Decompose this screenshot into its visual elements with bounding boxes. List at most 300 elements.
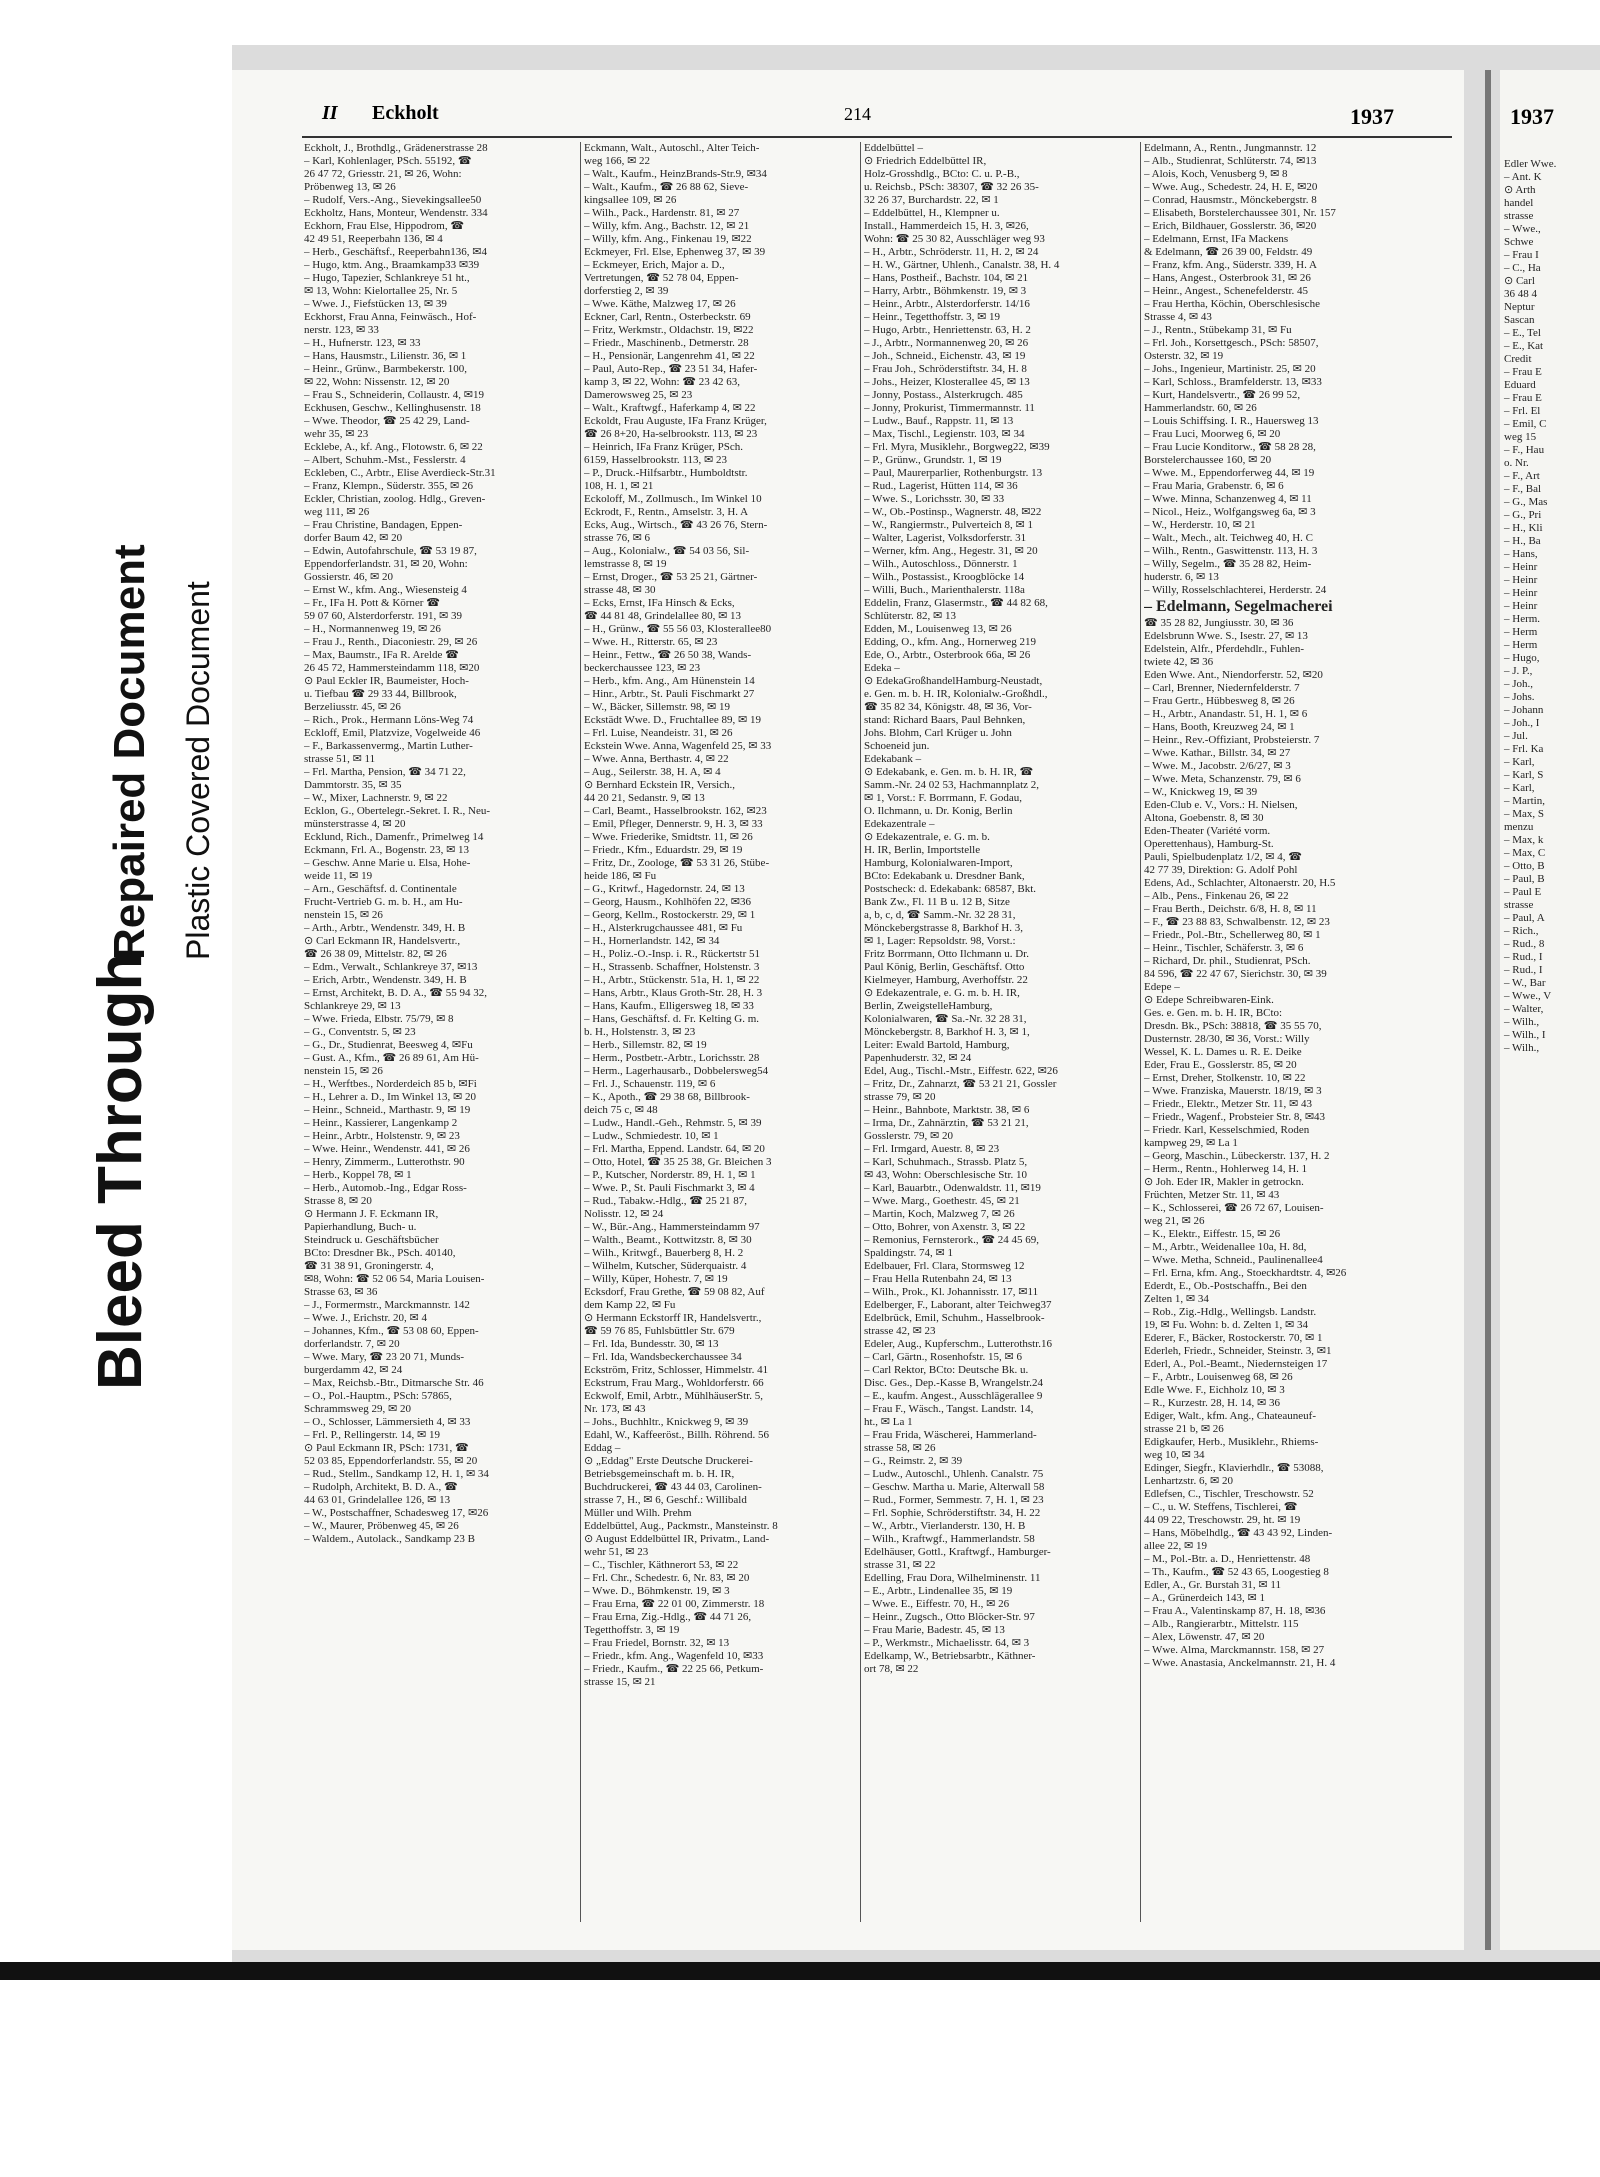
listing-line: – Frau F., Wäsch., Tangst. Landstr. 14, [864,1403,1034,1415]
adjacent-line: – F., Art [1504,470,1540,482]
column-1 [304,142,574,1922]
adjacent-line: – Max, S [1504,808,1545,820]
listing-line: – Carl, Brenner, Niedernfelderstr. 7 [1144,682,1300,694]
adjacent-line: – E., Kat [1504,340,1544,352]
adjacent-line: ⊙ Carl [1504,275,1535,287]
listing-line: – Willy, kfm. Ang., Bachstr. 12, ✉ 21 [584,220,750,232]
listing-line: – P., Grünw., Grundstr. 1, ✉ 19 [864,454,1002,466]
listing-line: Eden Wwe. Ant., Niendorferstr. 52, ✉20 [1144,669,1323,681]
listing-line: Borstelerchaussee 160, ✉ 20 [1144,454,1272,466]
listing-line: – Wwe. J., Erichstr. 20, ✉ 4 [304,1312,427,1324]
listing-line: – Frau Gertr., Hübbesweg 8, ✉ 26 [1144,695,1295,707]
listing-line: Edelling, Frau Dora, Wilhelminenstr. 11 [864,1572,1041,1584]
listing-line: ☎ 26 38 09, Mittelstr. 82, ✉ 26 [304,948,447,960]
listing-line: – Elisabeth, Borstelerchaussee 301, Nr. 157 [1144,207,1336,219]
adjacent-line: – Hugo, [1504,652,1540,664]
listing-line: – Max, Baumstr., IFa R. Arelde ☎ [304,649,459,661]
listing-line: – Frl. Martha, Pension, ☎ 34 71 22, [304,766,466,778]
listing-line: – Remonius, Fernsterork., ☎ 24 45 69, [864,1234,1040,1246]
listing-line: Eckloff, Emil, Platzvize, Vogelweide 46 [304,727,481,739]
listing-line: – F., ☎ 23 88 83, Schwalbenstr. 12, ✉ 23 [1144,916,1330,928]
listing-line: Dusternstr. 28/30, ✉ 36, Vorst.: Willy [1144,1033,1310,1045]
listing-line: strasse 21 b, ✉ 26 [1144,1423,1224,1435]
listing-line: ⊙ Hermann J. F. Eckmann IR, [304,1208,439,1220]
listing-line: ✉ 1, Vorst.: F. Borrmann, F. Godau, [864,792,1023,804]
adjacent-line: – Heinr [1504,561,1538,573]
listing-line: Strasse 8, ✉ 20 [304,1195,372,1207]
listing-line: allee 22, ✉ 19 [1144,1540,1207,1552]
listing-line: Edeka – [864,662,900,674]
adjacent-line: handel [1504,197,1534,209]
listing-line: Spaldingstr. 74, ✉ 1 [864,1247,953,1259]
listing-line: – H., Hornerlandstr. 142, ✉ 34 [584,935,720,947]
listing-line: ⊙ Hermann Eckstorff IR, Handelsvertr., [584,1312,762,1324]
listing-line: – Alb., Studienrat, Schlüterstr. 74, ✉13 [1144,155,1317,167]
listing-line: Eckstädt Wwe. D., Fruchtallee 89, ✉ 19 [584,714,762,726]
listing-line: ✉ 22, Wohn: Nissenstr. 12, ✉ 20 [304,376,450,388]
listing-line: Kolonialwaren, ☎ Sa.-Nr. 32 28 31, [864,1013,1027,1025]
listing-line: – Friedr., Kaufm., ☎ 22 25 66, Petkum- [584,1663,764,1675]
listing-line: stand: Richard Baars, Paul Behnken, [864,714,1026,726]
listing-line: – Rud., Stellm., Sandkamp 12, H. 1, ✉ 34 [304,1468,489,1480]
listing-line: ⊙ Edekazentrale, e. G. m. b. [864,831,990,843]
listing-line: – Rudolf, Vers.-Ang., Sievekingsallee50 [304,194,482,206]
listing-line: ☎ 31 38 91, Groningerstr. 4, [304,1260,434,1272]
listing-line: – G., Kritwf., Hagedornstr. 24, ✉ 13 [584,883,745,895]
listing-line: Ederleh, Friedr., Schneider, Steinstr. 3, ✉1 [1144,1345,1332,1357]
adjacent-line: – Herm. [1504,613,1541,625]
listing-line: Betriebsgemeinschaft m. b. H. IR, [584,1468,735,1480]
listing-line: Bank Zw., Fl. 11 B u. 12 B, Sitze [864,896,1010,908]
listing-line: BCto: Edekabank u. Dresdner Bank, [864,870,1025,882]
adjacent-line: Edler Wwe. [1504,158,1557,170]
listing-line: Ecks, Aug., Wirtsch., ☎ 43 26 76, Stern- [584,519,768,531]
listing-line: Edeler, Aug., Kupferschm., Lutterothstr.16 [864,1338,1053,1350]
listing-line: – Frau Erna, ☎ 22 01 00, Zimmerstr. 18 [584,1598,765,1610]
adjacent-line: – Ant. K [1504,171,1542,183]
listing-line: b. H., Holstenstr. 3, ✉ 23 [584,1026,696,1038]
section-number: II [322,102,338,124]
listing-line: – P., Kutscher, Norderstr. 89, H. 1, ✉ 1 [584,1169,756,1181]
listing-line: strasse 76, ✉ 6 [584,532,651,544]
listing-line: – Frau Marie, Badestr. 45, ✉ 13 [864,1624,1005,1636]
listing-line: Edekabank – [864,753,922,765]
listing-line: u. Reichsb., PSch: 38307, ☎ 32 26 35- [864,181,1039,193]
listing-line: Gosslerstr. 79, ✉ 20 [864,1130,953,1142]
listing-line: – W., Arbtr., Vierlanderstr. 130, H. B [864,1520,1026,1532]
listing-line: 26 45 72, Hammersteindamm 118, ✉20 [304,662,480,674]
adjacent-line: – Rud., 8 [1504,938,1545,950]
listing-line: Mönckebergstrasse 8, Barkhof H. 3, [864,922,1023,934]
listing-line: weg 10, ✉ 34 [1144,1449,1205,1461]
listing-line: Eckwolf, Emil, Arbtr., MühlhäuserStr. 5, [584,1390,764,1402]
listing-line: – Rud., Former, Semmestr. 7, H. 1, ✉ 23 [864,1494,1044,1506]
listing-line: 44 09 22, Treschowstr. 29, ht. ✉ 19 [1144,1514,1301,1526]
listing-line: Schlüterstr. 82, ✉ 13 [864,610,957,622]
listing-line: – Walt., Kraftwgf., Haferkamp 4, ✉ 22 [584,402,756,414]
listing-line: – Frau Frida, Wäscherei, Hammerland- [864,1429,1037,1441]
listing-line: dem Kamp 22, ✉ Fu [584,1299,676,1311]
adjacent-line: – Wilh., [1504,1016,1540,1028]
listing-line: – Hans, Kaufm., Elligersweg 18, ✉ 33 [584,1000,754,1012]
listing-line: 84 596, ☎ 22 47 67, Sierichstr. 30, ✉ 39 [1144,968,1327,980]
adjacent-line: menzu [1504,821,1534,833]
listing-line: Eckholt, J., Brothdlg., Grädenerstrasse 28 [304,142,488,154]
listing-line: – Frau Hertha, Köchin, Oberschlesische [1144,298,1320,310]
listing-line: – Wwe. Metha, Schneid., Paulinenallee4 [1144,1254,1323,1266]
listing-line: – Wwe. Alma, Marckmannstr. 158, ✉ 27 [1144,1644,1325,1656]
listing-line: – Wwe. J., Fiefstücken 13, ✉ 39 [304,298,447,310]
listing-line: – Paul, Maurerparlier, Rothenburgstr. 13 [864,467,1043,479]
listing-line: – Alois, Koch, Venusberg 9, ✉ 8 [1144,168,1288,180]
listing-line: Pröbenweg 13, ✉ 26 [304,181,396,193]
adjacent-line: – H., Kli [1504,522,1543,534]
adjacent-line: – Wwe., V [1504,990,1552,1002]
listing-line: – Wilh., Prok., Kl. Johannisstr. 17, ✉11 [864,1286,1039,1298]
listing-line: – Wilh., Autoschloss., Dönnerstr. 1 [864,558,1018,570]
listing-line: – Willy, Rosselschlachterei, Herderstr. 24 [1144,584,1327,596]
listing-line: – Ecks, Ernst, IFa Hinsch & Ecks, [584,597,735,609]
adjacent-line: – Herm [1504,639,1538,651]
column-divider [860,142,861,1922]
listing-line: Wessel, K. L. Dames u. R. E. Deike [1144,1046,1302,1058]
listing-line: strasse 7, H., ✉ 6, Geschf.: Willibald [584,1494,747,1506]
adjacent-line: Eduard [1504,379,1536,391]
listing-line: Edelstein, Alfr., Pferdehdlr., Fuhlen- [1144,643,1305,655]
listing-line: Eden-Theater (Variété vorm. [1144,825,1271,837]
listing-line: – Willy, Küper, Hohestr. 7, ✉ 19 [584,1273,728,1285]
listing-line: – Harry, Arbtr., Böhmkenstr. 19, ✉ 3 [864,285,1027,297]
listing-line: deich 75 c, ✉ 48 [584,1104,658,1116]
listing-line: – H., Poliz.-O.-Insp. i. R., Rückertstr 51 [584,948,760,960]
listing-line: Osterstr. 32, ✉ 19 [1144,350,1224,362]
listing-line: Früchten, Metzer Str. 11, ✉ 43 [1144,1189,1280,1201]
listing-line: Eppendorferlandstr. 31, ✉ 20, Wohn: [304,558,468,570]
listing-line: 44 63 01, Grindelallee 126, ✉ 13 [304,1494,451,1506]
listing-line: – Frau S., Schneiderin, Collaustr. 4, ✉19 [304,389,485,401]
listing-line: – Wwe. Anna, Berthastr. 4, ✉ 22 [584,753,729,765]
listing-line: – Walt., Mech., alt. Teichweg 40, H. C [1144,532,1314,544]
listing-line: Edigkaufer, Herb., Musiklehr., Rhiems- [1144,1436,1319,1448]
listing-line: – Arn., Geschäftsf. d. Continentale [304,883,457,895]
listing-line: – Arth., Arbtr., Wendenstr. 349, H. B [304,922,466,934]
listing-line: Mönckebergstr. 8, Barkhof H. 3, ✉ 1, [864,1026,1030,1038]
listing-line: – Wwe. E., Eiffestr. 70, H., ✉ 26 [864,1598,1010,1610]
listing-line: Papenhuderstr. 32, ✉ 24 [864,1052,972,1064]
listing-line: – H., Alsterkrugchaussee 481, ✉ Fu [584,922,743,934]
adjacent-line: – Otto, B [1504,860,1545,872]
listing-line: – G., Conventstr. 5, ✉ 23 [304,1026,416,1038]
listing-line: Eckholtz, Hans, Monteur, Wendenstr. 334 [304,207,488,219]
listing-line: – J., Rentn., Stübekamp 31, ✉ Fu [1144,324,1292,336]
listing-line: – Frl. P., Rellingerstr. 14, ✉ 19 [304,1429,441,1441]
listing-line: Ecksdorf, Frau Grethe, ☎ 59 08 82, Auf [584,1286,765,1298]
listing-line: – G., Dr., Studienrat, Beesweg 4, ✉Fu [304,1039,473,1051]
listing-line: – Franz, kfm. Ang., Süderstr. 339, H. A [1144,259,1317,271]
listing-line: Altona, Goebenstr. 8, ✉ 30 [1144,812,1264,824]
listing-line: – P., Druck.-Hilfsarbtr., Humboldtstr. [584,467,748,479]
listing-line: – Max, Tischl., Legienstr. 103, ✉ 34 [864,428,1025,440]
listing-line: Edelkamp, W., Betriebsarbtr., Käthner- [864,1650,1036,1662]
listing-line: – Wwe. Heinr., Wendenstr. 441, ✉ 26 [304,1143,470,1155]
bleed-through-label: Bleed Through [86,952,155,1390]
listing-line: – Hugo, Tapezier, Schlankreye 51 ht., [304,272,470,284]
listing-line: – K., Schlosserei, ☎ 26 72 67, Louisen- [1144,1202,1324,1214]
listing-line: – Frl. Joh., Korsettgesch., PSch: 58507, [1144,337,1319,349]
listing-line: Paul König, Berlin, Geschäftsf. Otto [864,961,1025,973]
listing-line: ☎ 26 8+20, Ha-selbrookstr. 113, ✉ 23 [584,428,758,440]
listing-line: Ederl, A., Pol.-Beamt., Niedernsteigen 17 [1144,1358,1328,1370]
adjacent-line: Credit [1504,353,1532,365]
listing-line: Ede, O., Arbtr., Osterbrook 66a, ✉ 26 [864,649,1031,661]
listing-line: Edden, M., Louisenweg 13, ✉ 26 [864,623,1012,635]
adjacent-line: – F., Hau [1504,444,1545,456]
listing-line: – J., Arbtr., Normannenweg 20, ✉ 26 [864,337,1029,349]
listing-line: – Eddelbüttel, H., Klempner u. [864,207,1000,219]
listing-line: Samm.-Nr. 24 02 53, Hachmannplatz 2, [864,779,1040,791]
listing-line: ✉ 43, Wohn: Oberschlesische Str. 10 [864,1169,1028,1181]
listing-line: – Rudolph, Architekt, B. D. A., ☎ [304,1481,458,1493]
listing-line: – Wwe. Theodor, ☎ 25 42 29, Land- [304,415,470,427]
listing-line: Edelbauer, Frl. Clara, Stormsweg 12 [864,1260,1025,1272]
listing-line: – Frl. Martha, Eppend. Landstr. 64, ✉ 20 [584,1143,765,1155]
listing-line: burgerdamm 42, ✉ 24 [304,1364,403,1376]
adjacent-column [1504,158,1556,1055]
listing-line: heide 186, ✉ Fu [584,870,657,882]
directory-page [232,70,1464,1950]
listing-line: – Wwe. Frieda, Elbstr. 75/79, ✉ 8 [304,1013,454,1025]
running-head: Eckholt [372,102,439,124]
listing-line: Eddag – [584,1442,621,1454]
listing-line: – Frl. J., Schauenstr. 119, ✉ 6 [584,1078,716,1090]
listing-line: BCto: Dresdner Bk., PSch. 40140, [304,1247,456,1259]
listing-line: ☎ 35 28 82, Jungiusstr. 30, ✉ 36 [1144,617,1294,629]
listing-line: – Johannes, Kfm., ☎ 53 08 60, Eppen- [304,1325,479,1337]
listing-line: strasse 79, ✉ 20 [864,1091,936,1103]
listing-line: Eckhusen, Geschw., Kellinghusenstr. 18 [304,402,481,414]
listing-line: – Jonny, Postass., Alsterkrugch. 485 [864,389,1023,401]
listing-line: – Hans, Postheif., Bachstr. 104, ✉ 21 [864,272,1029,284]
listing-line: – Walt., Kaufm., ☎ 26 88 62, Sieve- [584,181,749,193]
listing-line: – Aug., Kolonialw., ☎ 54 03 56, Sil- [584,545,750,557]
listing-line: – Friedr., Elektr., Metzer Str. 11, ✉ 43 [1144,1098,1312,1110]
listing-line: – Alb., Pens., Finkenau 26, ✉ 22 [1144,890,1289,902]
adjacent-line: – Heinr [1504,574,1538,586]
adjacent-line: – Paul, B [1504,873,1545,885]
listing-line: – Hugo, Arbtr., Henriettenstr. 63, H. 2 [864,324,1031,336]
listing-line: – H., Arbtr., Stückenstr. 51a, H. 1, ✉ 22 [584,974,760,986]
listing-line: Hamburg, Kolonialwaren-Import, [864,857,1013,869]
listing-line: Edler, A., Gr. Burstah 31, ✉ 11 [1144,1579,1281,1591]
adjacent-line: – Hans, [1504,548,1538,560]
listing-line: – E., Arbtr., Lindenallee 35, ✉ 19 [864,1585,1013,1597]
listing-line: – M., Pol.-Btr. a. D., Henriettenstr. 48 [1144,1553,1311,1565]
listing-line: Eckhorn, Frau Else, Hippodrom, ☎ [304,220,465,232]
listing-line: – Edelmann, Ernst, IFa Mackens [1144,233,1289,245]
listing-line: – Karl, Bauarbtr., Odenwaldstr. 11, ✉19 [864,1182,1041,1194]
listing-line: Eckstein Wwe. Anna, Wagenfeld 25, ✉ 33 [584,740,772,752]
listing-line: Frucht-Vertrieb G. m. b. H., am Hu- [304,896,463,908]
listing-line: ☎ 44 81 48, Grindelallee 80, ✉ 13 [584,610,742,622]
listing-line: ✉8, Wohn: ☎ 52 06 54, Maria Louisen- [304,1273,485,1285]
listing-line: – H., Werftbes., Norderdeich 85 b, ✉Fi [304,1078,477,1090]
listing-line: – Joh., Schneid., Eichenstr. 43, ✉ 19 [864,350,1026,362]
adjacent-line: strasse [1504,899,1534,911]
listing-line: – Herb., Sillemstr. 82, ✉ 19 [584,1039,707,1051]
listing-line: – H., Lehrer a. D., Im Winkel 13, ✉ 20 [304,1091,477,1103]
adjacent-line: – Paul E [1504,886,1542,898]
listing-line: – Geschw. Martha u. Marie, Alterwall 58 [864,1481,1045,1493]
listing-line: – F., Arbtr., Louisenweg 68, ✉ 26 [1144,1371,1293,1383]
listing-line: Buchdruckerei, ☎ 43 44 03, Carolinen- [584,1481,762,1493]
adjacent-line: – Frau I [1504,249,1539,261]
listing-line: Fritz Borrmann, Otto Ilchmann u. Dr. [864,948,1029,960]
listing-line: – Friedr. Karl, Kesselschmied, Roden [1144,1124,1310,1136]
listing-line: – Hinr., Arbtr., St. Pauli Fischmarkt 27 [584,688,755,700]
adjacent-line: – Emil, C [1504,418,1547,430]
listing-line: – Wwe. Anastasia, Anckelmannstr. 21, H. 4 [1144,1657,1336,1669]
adjacent-line: – Heinr [1504,587,1538,599]
listing-line: – Johs., Heizer, Klosterallee 45, ✉ 13 [864,376,1030,388]
listing-line: ☎ 35 82 34, Königstr. 48, ✉ 36, Vor- [864,701,1032,713]
listing-line: – Walth., Beamt., Kottwitzstr. 8, ✉ 30 [584,1234,752,1246]
listing-line: – J., Formermstr., Marckmannstr. 142 [304,1299,470,1311]
listing-line: – Heinr., Fettw., ☎ 26 50 38, Wands- [584,649,752,661]
listing-line: münsterstrasse 4, ✉ 20 [304,818,406,830]
listing-line: – K., Apoth., ☎ 29 38 68, Billbrook- [584,1091,750,1103]
listing-line: Schlankreye 29, ✉ 13 [304,1000,401,1012]
header-rule [302,136,1452,138]
listing-line: – Wilhelm, Kutscher, Süderquaistr. 4 [584,1260,747,1272]
listing-line: – Wilh., Postassist., Kroogblöcke 14 [864,571,1025,583]
listing-line: lemstrasse 8, ✉ 19 [584,558,667,570]
listing-line: – Wwe. M., Eppendorferweg 44, ✉ 19 [1144,467,1315,479]
listing-line: O. Ilchmann, u. Dr. Konig, Berlin [864,805,1013,817]
listing-line: e. Gen. m. b. H. IR, Kolonialw.-Großhdl., [864,688,1048,700]
listing-line: Edelsbrunn Wwe. S., Isestr. 27, ✉ 13 [1144,630,1308,642]
listing-line: u. Tiefbau ☎ 29 33 44, Billbrook, [304,688,457,700]
listing-line: Ecklund, Rich., Damenfr., Primelweg 14 [304,831,484,843]
listing-line: nerstr. 123, ✉ 33 [304,324,379,336]
listing-line: nenstein 15, ✉ 26 [304,909,383,921]
listing-line: – Heinr., Angest., Schenefelderstr. 45 [1144,285,1309,297]
listing-line: Edelmann, A., Rentn., Jungmannstr. 12 [1144,142,1317,154]
listing-line: – Fritz, Dr., Zahnarzt, ☎ 53 21 21, Gossler [864,1078,1057,1090]
listing-line: ⊙ EdekaGroßhandelHamburg-Neustadt, [864,675,1043,687]
adjacent-line: – Martin, [1504,795,1545,807]
listing-line: – Herm., Lagerhausarb., Dobbelersweg54 [584,1065,769,1077]
adjacent-line: – Jul. [1504,730,1528,742]
listing-line: – Frau J., Renth., Diaconiestr. 29, ✉ 26 [304,636,478,648]
listing-line: – O., Schlosser, Lämmersieth 4, ✉ 33 [304,1416,471,1428]
listing-line: Eddelbüttel – [864,142,923,154]
listing-line: strasse 15, ✉ 21 [584,1676,656,1688]
adjacent-line: – Rud., I [1504,951,1543,963]
adjacent-line: – Karl, S [1504,769,1544,781]
listing-line: strasse 48, ✉ 30 [584,584,656,596]
adjacent-line: – Herm [1504,626,1538,638]
listing-line: – R., Kurzestr. 28, H. 14, ✉ 36 [1144,1397,1281,1409]
listing-line: – Wwe. Aug., Schedestr. 24, H. E, ✉20 [1144,181,1318,193]
listing-line: Edlefsen, C., Tischler, Treschowstr. 52 [1144,1488,1314,1500]
listing-line: – Frl. Sophie, Schröderstiftstr. 34, H. 22 [864,1507,1041,1519]
listing-line: Strasse 63, ✉ 36 [304,1286,378,1298]
listing-line: – Edelmann, Segelmacherei [1144,598,1333,615]
listing-line: – C., Tischler, Käthnerort 53, ✉ 22 [584,1559,739,1571]
listing-line: Eckoldt, Frau Auguste, IFa Franz Krüger, [584,415,767,427]
listing-line: – Rud., Lagerist, Hütten 114, ✉ 36 [864,480,1018,492]
adjacent-line: Sascan [1504,314,1535,326]
listing-line: – Paul, Auto-Rep., ☎ 23 51 34, Hafer- [584,363,758,375]
listing-line: – Herm., Postbetr.-Arbtr., Lorichsstr. 28 [584,1052,760,1064]
listing-line: – Frau Hella Rutenbahn 24, ✉ 13 [864,1273,1012,1285]
adjacent-line: – G., Pri [1504,509,1542,521]
listing-line: Berlin, ZweigstelleHamburg, [864,1000,993,1012]
listing-line: – Heinr., Tegetthoffstr. 3, ✉ 19 [864,311,1001,323]
listing-line: – Frau Luci, Moorweg 6, ✉ 20 [1144,428,1281,440]
listing-line: Edekazentrale – [864,818,935,830]
column-3 [864,142,1134,1922]
listing-line: Edinger, Siegfr., Klavierhdlr., ☎ 53088, [1144,1462,1324,1474]
listing-line: – Hans, Booth, Kreuzweg 24, ✉ 1 [1144,721,1295,733]
listing-line: – E., kaufm. Angest., Ausschlägerallee 9 [864,1390,1043,1402]
listing-line: – Eckmeyer, Erich, Major a. D., [584,259,725,271]
adjacent-line: – Paul, A [1504,912,1545,924]
listing-line: Nolisstr. 12, ✉ 24 [584,1208,664,1220]
listing-line: weg 111, ✉ 26 [304,506,370,518]
listing-line: dorferlandstr. 7, ✉ 20 [304,1338,400,1350]
listing-line: ⊙ Paul Eckler IR, Baumeister, Hoch- [304,675,469,687]
listing-line: – Wwe. Mary, ☎ 23 20 71, Munds- [304,1351,465,1363]
listing-line: – W., Bäcker, Sillemstr. 98, ✉ 19 [584,701,730,713]
adjacent-line: – G., Mas [1504,496,1548,508]
listing-line: Eddelin, Franz, Glasermstr., ☎ 44 82 68, [864,597,1048,609]
adjacent-line: – Johs. [1504,691,1535,703]
listing-line: Müller und Wilh. Prehm [584,1507,692,1519]
listing-line: – Frl. Irmgard, Auestr. 8, ✉ 23 [864,1143,1000,1155]
listing-line: – Wwe. S., Lorichsstr. 30, ✉ 33 [864,493,1005,505]
listing-line: – Frau Lucie Konditorw., ☎ 58 28 28, [1144,441,1316,453]
listing-line: – G., Reimstr. 2, ✉ 39 [864,1455,963,1467]
adjacent-line: Neptur [1504,301,1535,313]
listing-line: ht., ✉ La 1 [864,1416,913,1428]
listing-line: Eckrodt, F., Rentn., Amselstr. 3, H. A [584,506,749,518]
listing-line: – Heinrich, IFa Franz Krüger, PSch. [584,441,744,453]
listing-line: – Franz, Klempn., Süderstr. 355, ✉ 26 [304,480,474,492]
listing-line: ⊙ Bernhard Eckstein IR, Versich., [584,779,736,791]
listing-line: – Herm., Rentn., Hohlerweg 14, H. 1 [1144,1163,1308,1175]
listing-line: – Rich., Prok., Hermann Löns-Weg 74 [304,714,474,726]
page-number: 214 [844,104,871,124]
listing-line: – W., Postschaffner, Schadesweg 17, ✉26 [304,1507,489,1519]
listing-line: – Johs., Buchhltr., Knickweg 9, ✉ 39 [584,1416,749,1428]
listing-line: 6159, Hasselbrookstr. 113, ✉ 23 [584,454,727,466]
listing-line: – Erich, Arbtr., Wendenstr. 349, H. B [304,974,467,986]
listing-line: – Wwe. M., Jacobstr. 2/6/27, ✉ 3 [1144,760,1291,772]
listing-line: Johs. Blohm, Carl Krüger u. John [864,727,1012,739]
listing-line: Edel, Aug., Tischl.-Mstr., Eiffestr. 622, ✉26 [864,1065,1058,1077]
listing-line: – A., Grünerdeich 143, ✉ 1 [1144,1592,1266,1604]
listing-line: Edding, O., kfm. Ang., Hornerweg 219 [864,636,1037,648]
listing-line: – Herb., Geschäftsf., Reeperbahn136, ✉4 [304,246,488,258]
listing-line: Schoeneid jun. [864,740,930,752]
listing-line: weg 21, ✉ 26 [1144,1215,1205,1227]
adjacent-line: – C., Ha [1504,262,1541,274]
listing-line: 52 03 85, Eppendorferlandstr. 55, ✉ 20 [304,1455,478,1467]
page-header [232,70,1464,134]
listing-line: – Frl. Chr., Schedestr. 6, Nr. 83, ✉ 20 [584,1572,750,1584]
listing-line: – H. W., Gärtner, Uhlenh., Canalstr. 38, H. 4 [864,259,1060,271]
